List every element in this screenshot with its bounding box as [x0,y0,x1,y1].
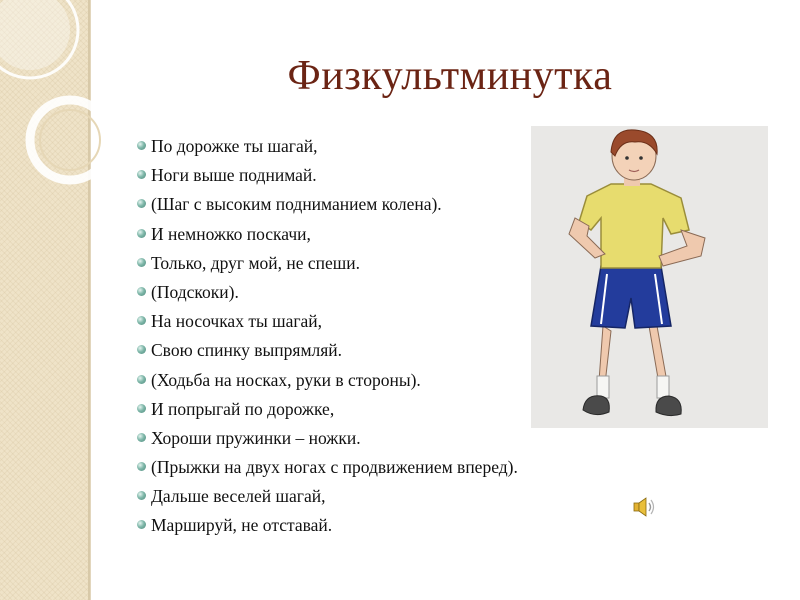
bullet-icon [137,345,146,354]
list-item: На носочках ты шагай, [137,308,518,337]
list-item: Только, друг мой, не спеши. [137,250,518,279]
bullet-icon [137,141,146,150]
decorative-circles [0,0,120,200]
bullet-icon [137,170,146,179]
speaker-icon[interactable] [631,496,655,518]
slide-title: Физкультминутка [287,53,613,99]
list-item: И немножко поскачи, [137,221,518,250]
bullet-icon [137,520,146,529]
list-item: Дальше веселей шагай, [137,483,518,512]
bullet-icon [137,433,146,442]
list-item: Свою спинку выпрямляй. [137,337,518,366]
rhyme-list [137,133,518,542]
list-item: И попрыгай по дорожке, [137,396,518,425]
list-item: Хороши пружинки – ножки. [137,425,518,454]
bullet-icon [137,375,146,384]
bullet-icon [137,404,146,413]
boy-exercise-illustration [531,126,768,428]
bullet-icon [137,316,146,325]
bullet-icon [137,287,146,296]
bullet-icon [137,491,146,500]
list-item: (Прыжки на двух ногах с продвижением вперед). [137,454,518,483]
list-item: (Подскоки). [137,279,518,308]
bullet-icon [137,199,146,208]
list-item: Ноги выше поднимай. [137,162,518,191]
bullet-icon [137,229,146,238]
bullet-icon [137,258,146,267]
boy-figure-icon [531,126,768,428]
list-item: (Ходьба на носках, руки в стороны). [137,367,518,396]
list-item: Маршируй, не отставай. [137,512,518,541]
list-item: (Шаг с высоким подниманием колена). [137,191,518,220]
list-item: По дорожке ты шагай, [137,133,518,162]
bullet-icon [137,462,146,471]
